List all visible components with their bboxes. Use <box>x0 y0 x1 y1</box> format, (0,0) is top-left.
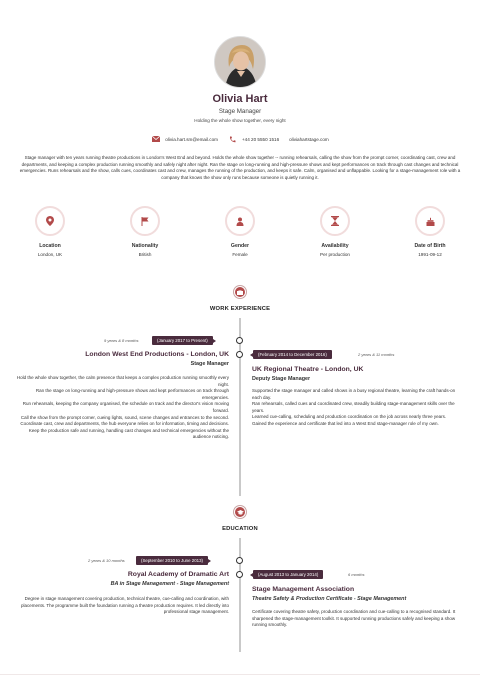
education-degree: BA in Stage Management - Stage Management <box>110 581 229 587</box>
experience-bullet: Call the show from the prompt corner, cueing lights, sound, scene changes and entrances to the second. <box>20 414 229 420</box>
flag-icon <box>141 217 149 226</box>
experience-bullet: Ran the stage on long-running and high-pressure shows and kept performances on track through emergencies. <box>35 388 229 400</box>
hourglass-icon <box>331 216 339 226</box>
education-date-pill: (August 2013 to January 2014) <box>253 570 323 579</box>
education-description: Certificate covering theatre safety, production coordination and cue-calling to a recognised standard. It sharpened the stage-management toolkit. It supported running productions safely and keeping a show running smoothly. <box>252 609 456 628</box>
education-institution: Stage Management Association <box>252 586 355 593</box>
experience-bullet: Supported the stage manager and called shows in a busy regional theatre, learning the craft hands-on each day. <box>252 388 456 400</box>
experience-bullet: Hold the whole show together, the calm presence that keeps a complex production running smoothly every night. <box>16 375 229 387</box>
contact-row <box>0 135 480 143</box>
fact-nationality <box>115 206 175 257</box>
candidate-role: Stage Manager <box>218 108 262 115</box>
timeline-dot <box>236 557 243 564</box>
fact-value: London, UK <box>37 252 63 257</box>
location-pin-icon <box>46 216 54 226</box>
experience-bullet: Ran rehearsals, called cues and coordinated crew, steadily building stage-management skills over the years. <box>252 401 455 413</box>
fact-label: Gender <box>230 243 250 249</box>
education-duration: 2 years & 10 months <box>88 558 125 563</box>
education-degree: Theatre Safety & Production Certificate - Stage Management <box>252 596 407 602</box>
graduation-cap-icon <box>237 510 244 515</box>
phone-icon <box>228 135 238 143</box>
email-contact[interactable] <box>151 135 218 143</box>
education-section-icon <box>233 505 247 519</box>
experience-bullet: Coordinate cast, crew and departments, the hub everyone relies on for information, timing and decisions. <box>20 421 229 427</box>
fact-label: Date of Birth <box>414 243 446 249</box>
experience-employer: UK Regional Theatre - London, UK <box>252 366 364 373</box>
profile-summary: Stage manager with ten years running theatre productions in London's West End and beyond. Holds the whole show together -- running rehearsals, calling the show from the prompt corner, coordinating cast, crew and departments, and keeping a complex production running smoothly and safely night after night. Ran the stage on long-running and high-pressure shows and kept performances on track through cast changes and technical emergencies. Runs rehearsals and the show, calls cues, coordinates cast and crew, manages the running of the production, and keeps it safe. Calm, organised and unflappable. Looking for a stage-management role with a company that knows the show only runs because someone is quietly running it. <box>19 155 461 180</box>
cake-icon <box>426 217 435 226</box>
fact-availability <box>305 206 365 257</box>
fact-value: British <box>138 252 152 257</box>
website-text: oliviahartstage.com <box>289 136 329 142</box>
education-description: Degree in stage management covering production, technical theatre, cue-calling and coordination, with placements. The programme built the foundation running a theatre production requires. It led directly into professional stage management. <box>20 596 229 615</box>
experience-bullet: Run rehearsals, keeping the company organised, the schedule on track and the director's vision moving forward. <box>22 401 229 413</box>
fact-value: 1991-09-12 <box>418 252 442 257</box>
work-experience-title: WORK EXPERIENCE <box>209 306 271 312</box>
experience-bullet: Gained the experience and certificate that led into a West End stage-manager role of my own. <box>252 420 439 426</box>
education-duration: 6 months <box>348 572 365 577</box>
phone-text: +44 20 5550 1516 <box>241 136 280 142</box>
candidate-tagline: Holding the whole show together, every night <box>194 118 286 123</box>
personal-facts <box>20 206 460 257</box>
website-contact[interactable] <box>289 137 329 142</box>
fact-location <box>20 206 80 257</box>
experience-employer: London West End Productions - London, UK <box>85 351 229 358</box>
timeline-line <box>239 538 241 652</box>
avatar <box>214 36 266 88</box>
timeline-line <box>239 318 241 496</box>
fact-value: Per production <box>320 252 350 257</box>
experience-bullet: Learned cue-calling, scheduling and production coordination on the job across nearly three years. <box>252 414 447 420</box>
briefcase-icon <box>237 290 243 295</box>
fact-label: Availability <box>321 243 349 249</box>
fact-value: Female <box>232 252 248 257</box>
experience-description <box>252 388 466 428</box>
experience-duration: 2 years & 11 months <box>358 352 395 357</box>
email-text: olivia.hart.sm@email.com <box>165 136 218 142</box>
experience-description <box>14 375 229 441</box>
experience-bullet: Keep the production safe and running, handling cast changes and technical emergencies without the audience noticing. <box>28 427 229 440</box>
fact-date-of-birth <box>400 206 460 257</box>
person-icon <box>236 217 244 226</box>
fact-label: Location <box>39 243 61 249</box>
experience-position: Deputy Stage Manager <box>252 376 311 382</box>
profile-photo <box>215 37 266 88</box>
fact-gender <box>210 206 270 257</box>
experience-date-pill: (January 2017 to Present) <box>152 336 213 345</box>
timeline-dot <box>236 337 243 344</box>
education-institution: Royal Academy of Dramatic Art <box>127 571 229 578</box>
experience-position: Stage Manager <box>190 361 229 367</box>
fact-label: Nationality <box>131 243 159 249</box>
experience-duration: 9 years & 8 months <box>104 338 139 343</box>
timeline-dot <box>236 571 243 578</box>
experience-date-pill: (February 2014 to December 2016) <box>253 350 332 359</box>
education-date-pill: (September 2010 to June 2013) <box>136 556 208 565</box>
candidate-name: Olivia Hart <box>212 93 268 105</box>
work-experience-section-icon <box>233 285 247 299</box>
phone-contact[interactable] <box>228 135 279 143</box>
timeline-dot <box>236 351 243 358</box>
education-title: EDUCATION <box>222 526 258 532</box>
page-bottom-rule <box>0 674 480 679</box>
email-icon <box>151 135 161 143</box>
